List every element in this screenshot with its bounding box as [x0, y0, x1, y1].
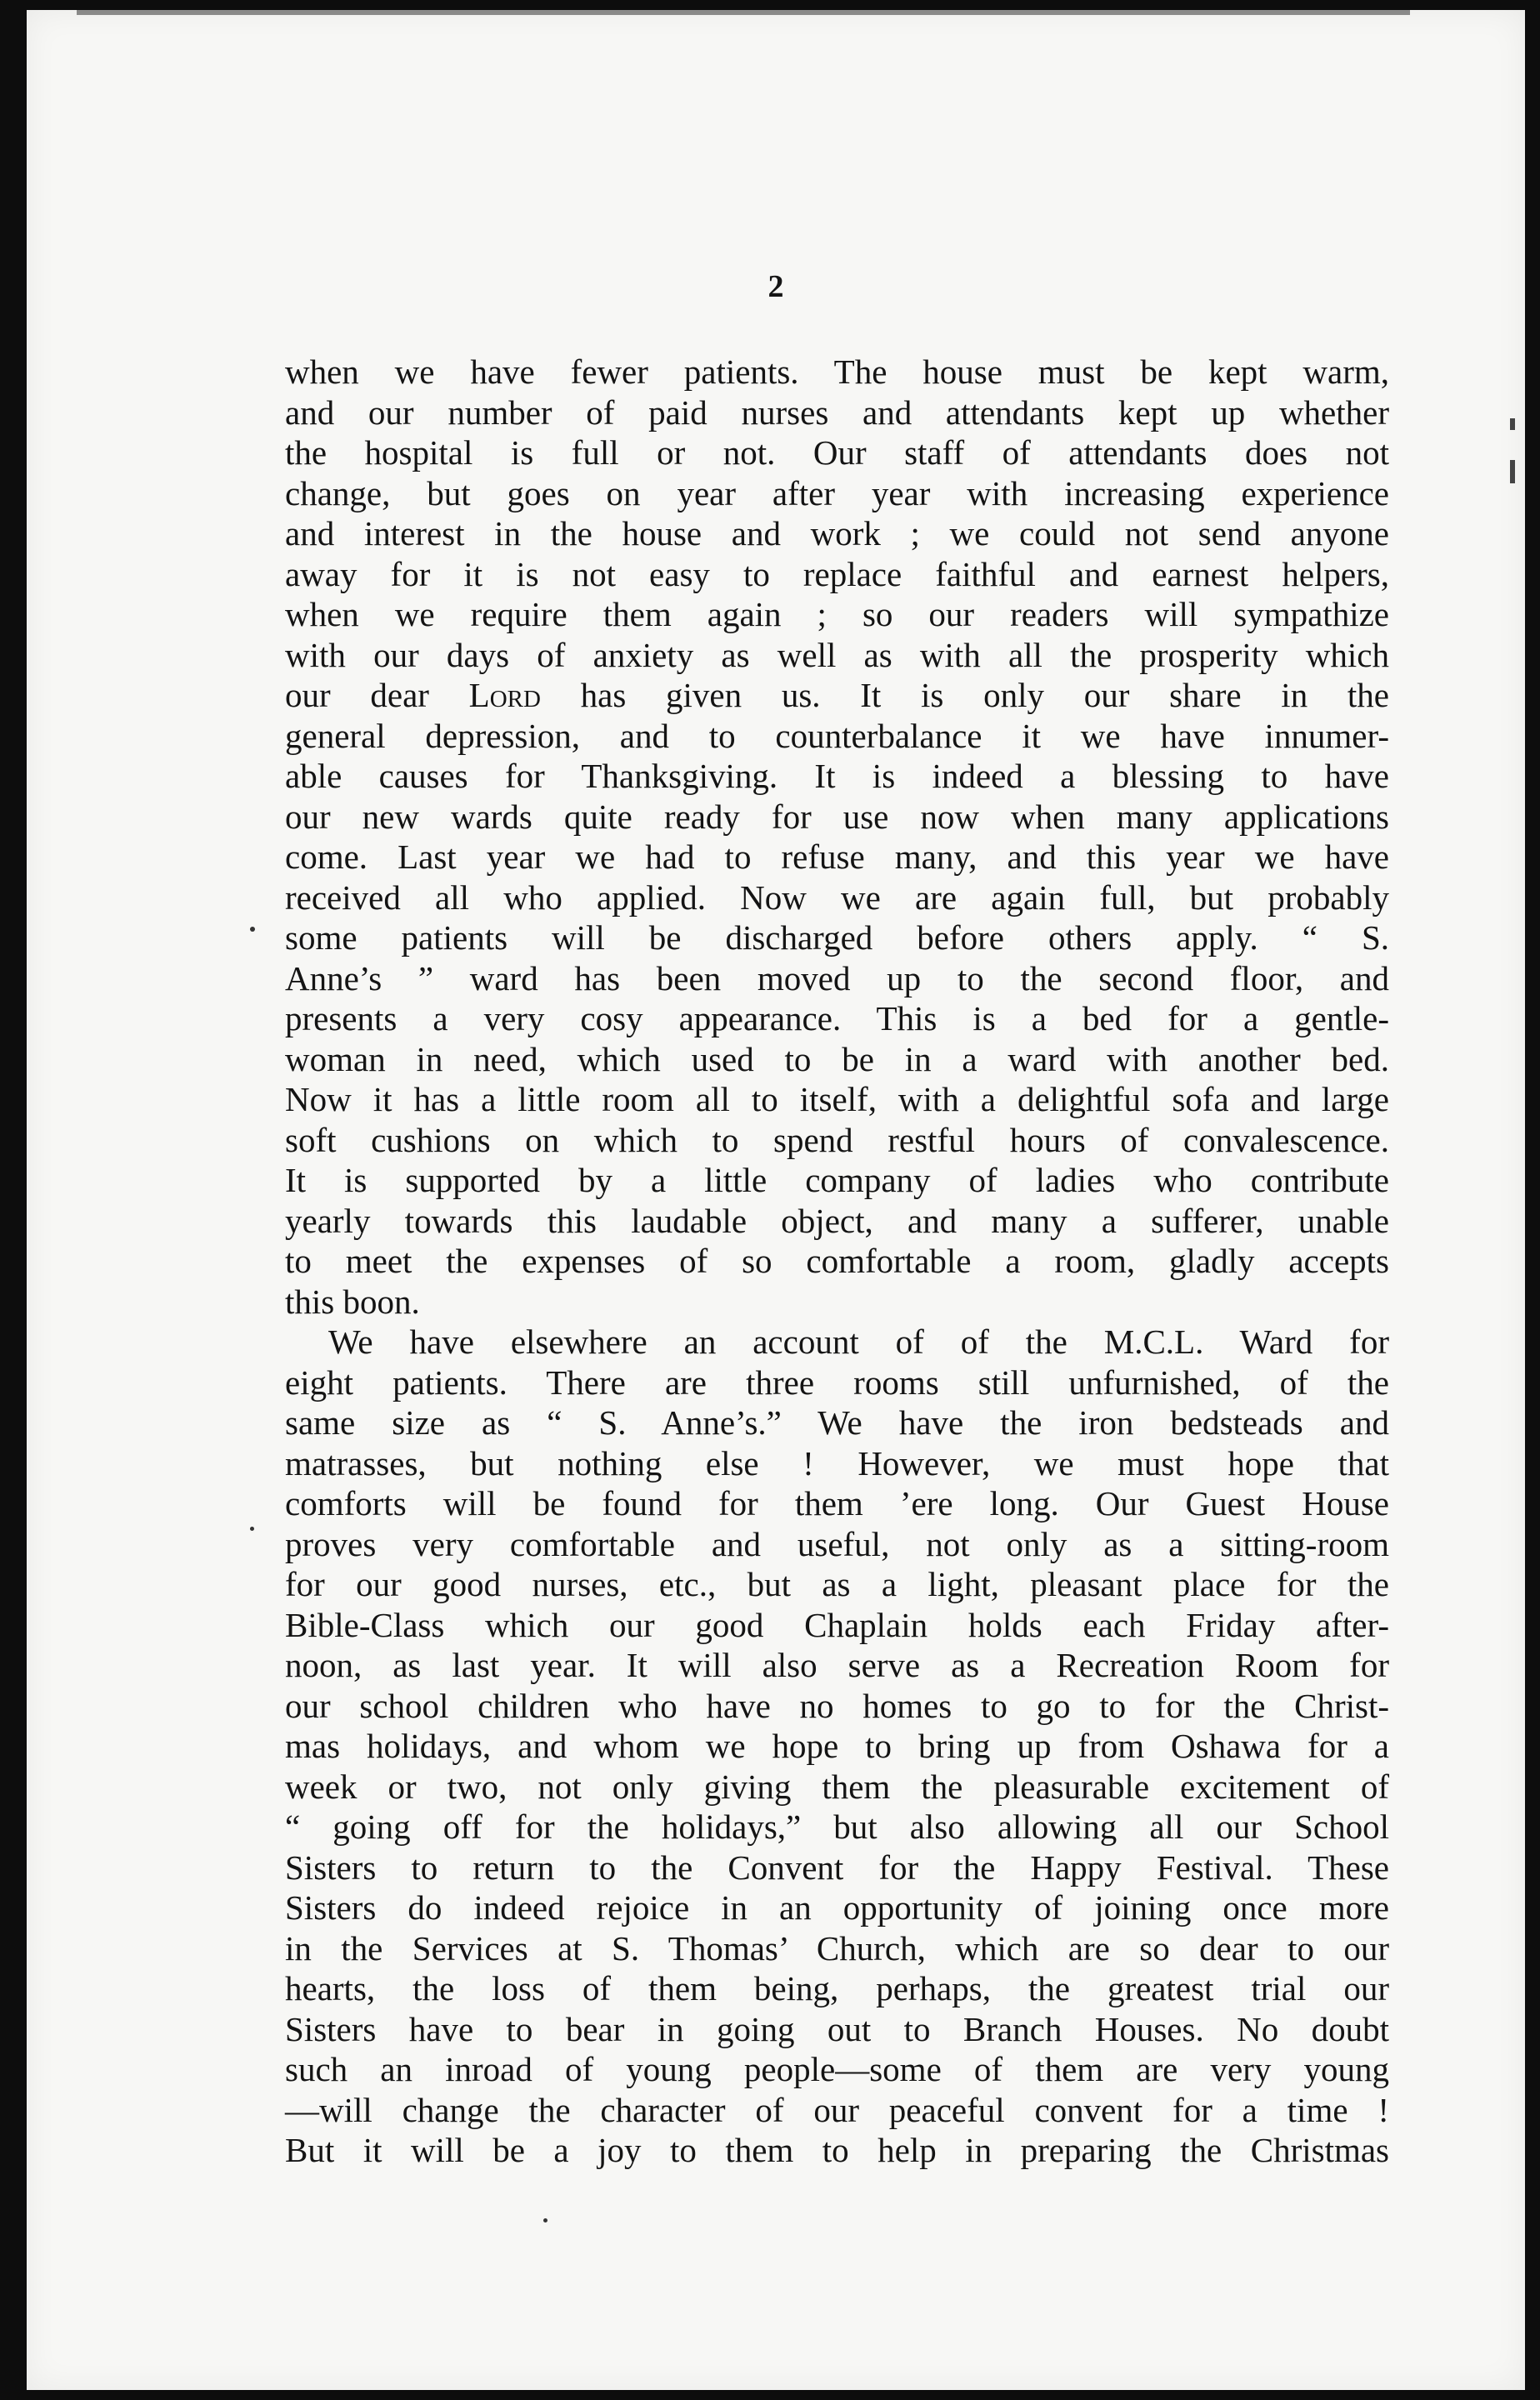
text-line: away for it is not easy to replace faithful and earnest helpers,	[285, 554, 1389, 593]
text-line: to meet the expenses of so comfortable a room, gladly accepts	[285, 1242, 1389, 1280]
small-caps-word: Lord	[468, 676, 541, 714]
text-line: our dear Lord has given us. It is only our share in the	[285, 676, 1390, 714]
scanned-page	[27, 10, 1525, 2390]
text-line: comforts will be found for them ’ere long. Our Guest House	[285, 1484, 1389, 1522]
margin-speck	[250, 1527, 254, 1531]
text-line: some patients will be discharged before others apply. “ S.	[285, 918, 1389, 957]
text-line: the hospital is full or not. Our staff of attendants does not	[285, 433, 1389, 472]
text-line: Bible-Class which our good Chaplain holds each Friday after-	[285, 1605, 1389, 1644]
text-line: soft cushions on which to spend restful hours of convalescence.	[285, 1120, 1389, 1159]
text-line: It is supported by a little company of ladies who contribute	[285, 1161, 1389, 1199]
text-line: in the Services at S. Thomas’ Church, which are so dear to our	[285, 1928, 1389, 1968]
text-line: able causes for Thanksgiving. It is indeed a blessing to have	[285, 757, 1389, 795]
paragraph-end-line: this boon.	[285, 1282, 420, 1321]
text-line: Sisters do indeed rejoice in an opportunity of joining once more	[285, 1888, 1389, 1927]
paragraph-start-line: We have elsewhere an account of of the M.C.L. Ward for	[328, 1322, 1389, 1361]
text-line: Sisters have to bear in going out to Branch Houses. No doubt	[285, 2009, 1389, 2048]
text-line: —will change the character of our peaceful convent for a time !	[285, 2090, 1389, 2129]
text-line: mas holidays, and whom we hope to bring up from Oshawa for a	[285, 1727, 1389, 1765]
text-line: eight patients. There are three rooms still unfurnished, of the	[285, 1362, 1389, 1402]
text-line: when we require them again ; so our readers will sympathize	[285, 595, 1389, 633]
margin-speck	[250, 927, 255, 932]
text-line: But it will be a joy to them to help in preparing the Christmas	[285, 2131, 1389, 2169]
text-line: matrasses, but nothing else ! However, we must hope that	[285, 1443, 1389, 1482]
text-line: Now it has a little room all to itself, with a delightful sofa and large	[285, 1080, 1389, 1118]
body-text	[285, 352, 1389, 2171]
text-line: our new wards quite ready for use now when many applications	[285, 797, 1389, 836]
text-line: when we have fewer patients. The house must be kept warm,	[285, 352, 1389, 391]
text-line: our school children who have no homes to go to for the Christ-	[285, 1686, 1389, 1725]
text-line: for our good nurses, etc., but as a light, pleasant place for the	[285, 1565, 1389, 1603]
top-edge-shadow	[77, 10, 1410, 15]
page-number: 2	[768, 269, 784, 304]
margin-speck	[1510, 460, 1515, 483]
margin-speck	[543, 2218, 548, 2222]
text-line: received all who applied. Now we are again full, but probably	[285, 878, 1389, 917]
text-line: proves very comfortable and useful, not only as a sitting-room	[285, 1524, 1389, 1563]
text-line: Sisters to return to the Convent for the Happy Festival. These	[285, 1848, 1389, 1887]
text-line: hearts, the loss of them being, perhaps, the greatest trial our	[285, 1969, 1389, 2008]
text-line: presents a very cosy appearance. This is a bed for a gentle-	[285, 999, 1389, 1038]
text-line: noon, as last year. It will also serve as a Recreation Room for	[285, 1646, 1389, 1684]
text-line: Anne’s ” ward has been moved up to the second floor, and	[285, 958, 1389, 998]
text-line: change, but goes on year after year with increasing experience	[285, 473, 1389, 512]
text-line: and interest in the house and work ; we could not send anyone	[285, 514, 1389, 552]
text-line: woman in need, which used to be in a ward with another bed.	[285, 1039, 1389, 1078]
margin-speck	[1510, 418, 1515, 430]
text-line: “ going off for the holidays,” but also allowing all our School	[285, 1808, 1389, 1846]
text-line: and our number of paid nurses and attendants kept up whether	[285, 392, 1389, 432]
text-line: general depression, and to counterbalance it we have innumer-	[285, 716, 1389, 755]
text-line: yearly towards this laudable object, and many a sufferer, unable	[285, 1201, 1389, 1240]
text-line: week or two, not only giving them the pleasurable excitement of	[285, 1767, 1389, 1806]
text-line: such an inroad of young people—some of them are very young	[285, 2050, 1389, 2088]
text-line: with our days of anxiety as well as with all the prosperity which	[285, 635, 1389, 674]
text-line: same size as “ S. Anne’s.” We have the iron bedsteads and	[285, 1403, 1389, 1442]
text-line: come. Last year we had to refuse many, and this year we have	[285, 838, 1389, 876]
